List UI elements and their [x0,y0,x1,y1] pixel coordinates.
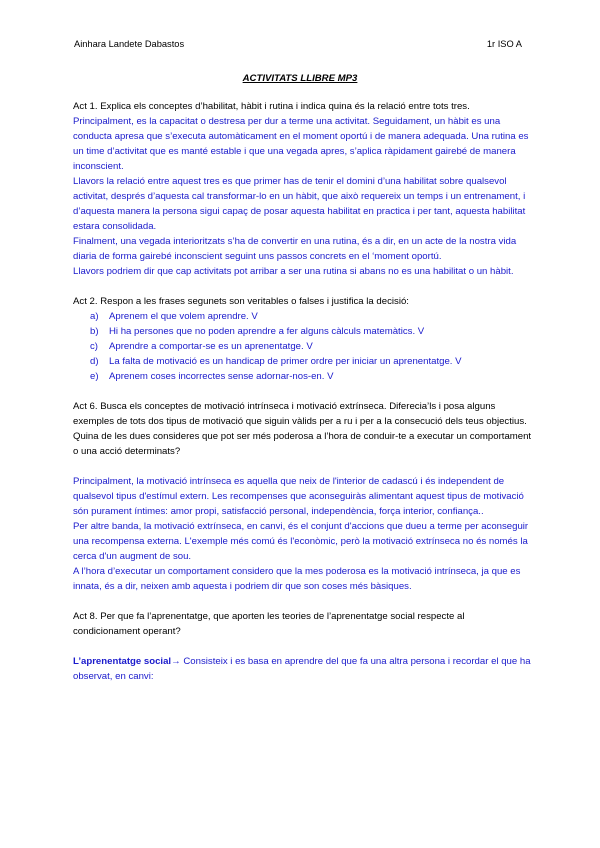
act8-term: L’aprenentatge social [73,656,172,667]
act6-answer-3: A l’hora d’executar un comportament considero que la mes poderosa es la motivació intrínseca, ja que es innata, és a dir, neixen amb aquesta i podriem dir que son coses més bàsiques. [73,566,521,592]
act6-answer-2: Per altre banda, la motivació extrínseca, en canvi, és el conjunt d'accions que dueu a terme per aconseguir una recompensa externa. L'exemple més comú és l'econòmic, però la motivació extrínseca no és només la cerca d'un augment de sou. [73,521,529,562]
document-title: ACTIVITATS LLIBRE MP3 [242,73,358,84]
act1-answer-1: Principalment, es la capacitat o destresa per dur a terme una activitat. Seguidament, un hàbit es una conducta apresa que s’executa automàticament en el moment oportú i de manera adequada. Una rutina es un time d’activitat que es manté estable i que una vegada apres, s’aplica ràpidament gairebé de manera inconscient. [73,116,529,172]
list-item-text: La falta de motivació es un handicap de primer ordre per iniciar un aprenentatge. V [109,356,462,367]
list-item [73,324,533,339]
act2-list [73,309,533,384]
arrow-icon: → [171,656,181,667]
list-item [73,309,533,324]
list-item-label: b) [90,326,99,337]
act8-answer [73,654,533,684]
act8-question: Act 8. Per que fa l’aprenentatge, que aporten les teories de l’aprenentatge social respecte al condicionament operant? [73,611,465,637]
act1-question: Act 1. Explica els conceptes d’habilitat, hàbit i rutina i indica quina és la relació entre tots tres. [73,101,470,112]
act8-answer-text: Consisteix i es basa en aprendre del que fa una altra persona i recordar el que ha observat, en canvi: [73,656,531,682]
act1-answer-4: Llavors podriem dir que cap activitats pot arribar a ser una rutina si abans no es una habilitat o un hàbit. [73,266,514,277]
act6-question: Act 6. Busca els conceptes de motivació intrínseca i motivació extrínseca. Diferecia’ls i posa alguns exemples de tots dos tipus de motivació que siguin vàlids per a ru i per a la consecució dels teus objectius. [73,401,527,427]
list-item-label: d) [90,356,99,367]
list-item-label: c) [90,341,98,352]
list-item-label: e) [90,371,99,382]
header-author: Ainhara Landete Dabastos [74,39,185,49]
act1-answer-3: Finalment, una vegada interioritzats s’ha de convertir en una rutina, és a dir, en un acte de la nostra vida diaria de forma gairebé inconscient seguint uns passos concrets en el ‘moment oportú. [73,236,517,262]
act6-question-2: Quina de les dues consideres que pot ser més poderosa a l’hora de conduir-te a executar un comportament o una acció determinats? [73,431,532,457]
list-item [73,354,533,369]
act1-answer-2: Llavors la relació entre aquest tres es que primer has de tenir el domini d’una habilitat sobre qualsevol activitat, després d’aquesta cal transformar-lo en un hàbit, que això requereix un temps i un entrenament, i d’aquesta manera la persona sigui capaç de posar aquesta habilitat en practica i per tant, aquesta habilitat estara consolidada. [73,176,526,232]
document-body [73,99,533,684]
list-item-text: Aprenem coses incorrectes sense adornar-nos-en. V [109,371,334,382]
list-item-text: Aprenem el que volem aprendre. V [109,311,258,322]
list-item [73,339,533,354]
list-item [73,369,533,384]
act2-question: Act 2. Respon a les frases segunets son veritables o falses i justifica la decisió: [73,296,409,307]
act6-answer-1: Principalment, la motivació intrínseca es aquella que neix de l'interior de cadascú i és independent de qualsevol tipus d'estímul extern. Les recompenses que aconseguiràs alimentant aquest tipus de motivació són purament íntimes: amor propi, satisfacció personal, independència, força interior, confiança.. [73,476,524,517]
list-item-text: Hi ha persones que no poden aprendre a fer alguns càlculs matemàtics. V [109,326,425,337]
list-item-text: Aprendre a comportar-se es un aprenentatge. V [109,341,313,352]
header-course: 1r ISO A [486,39,522,49]
list-item-label: a) [90,311,99,322]
